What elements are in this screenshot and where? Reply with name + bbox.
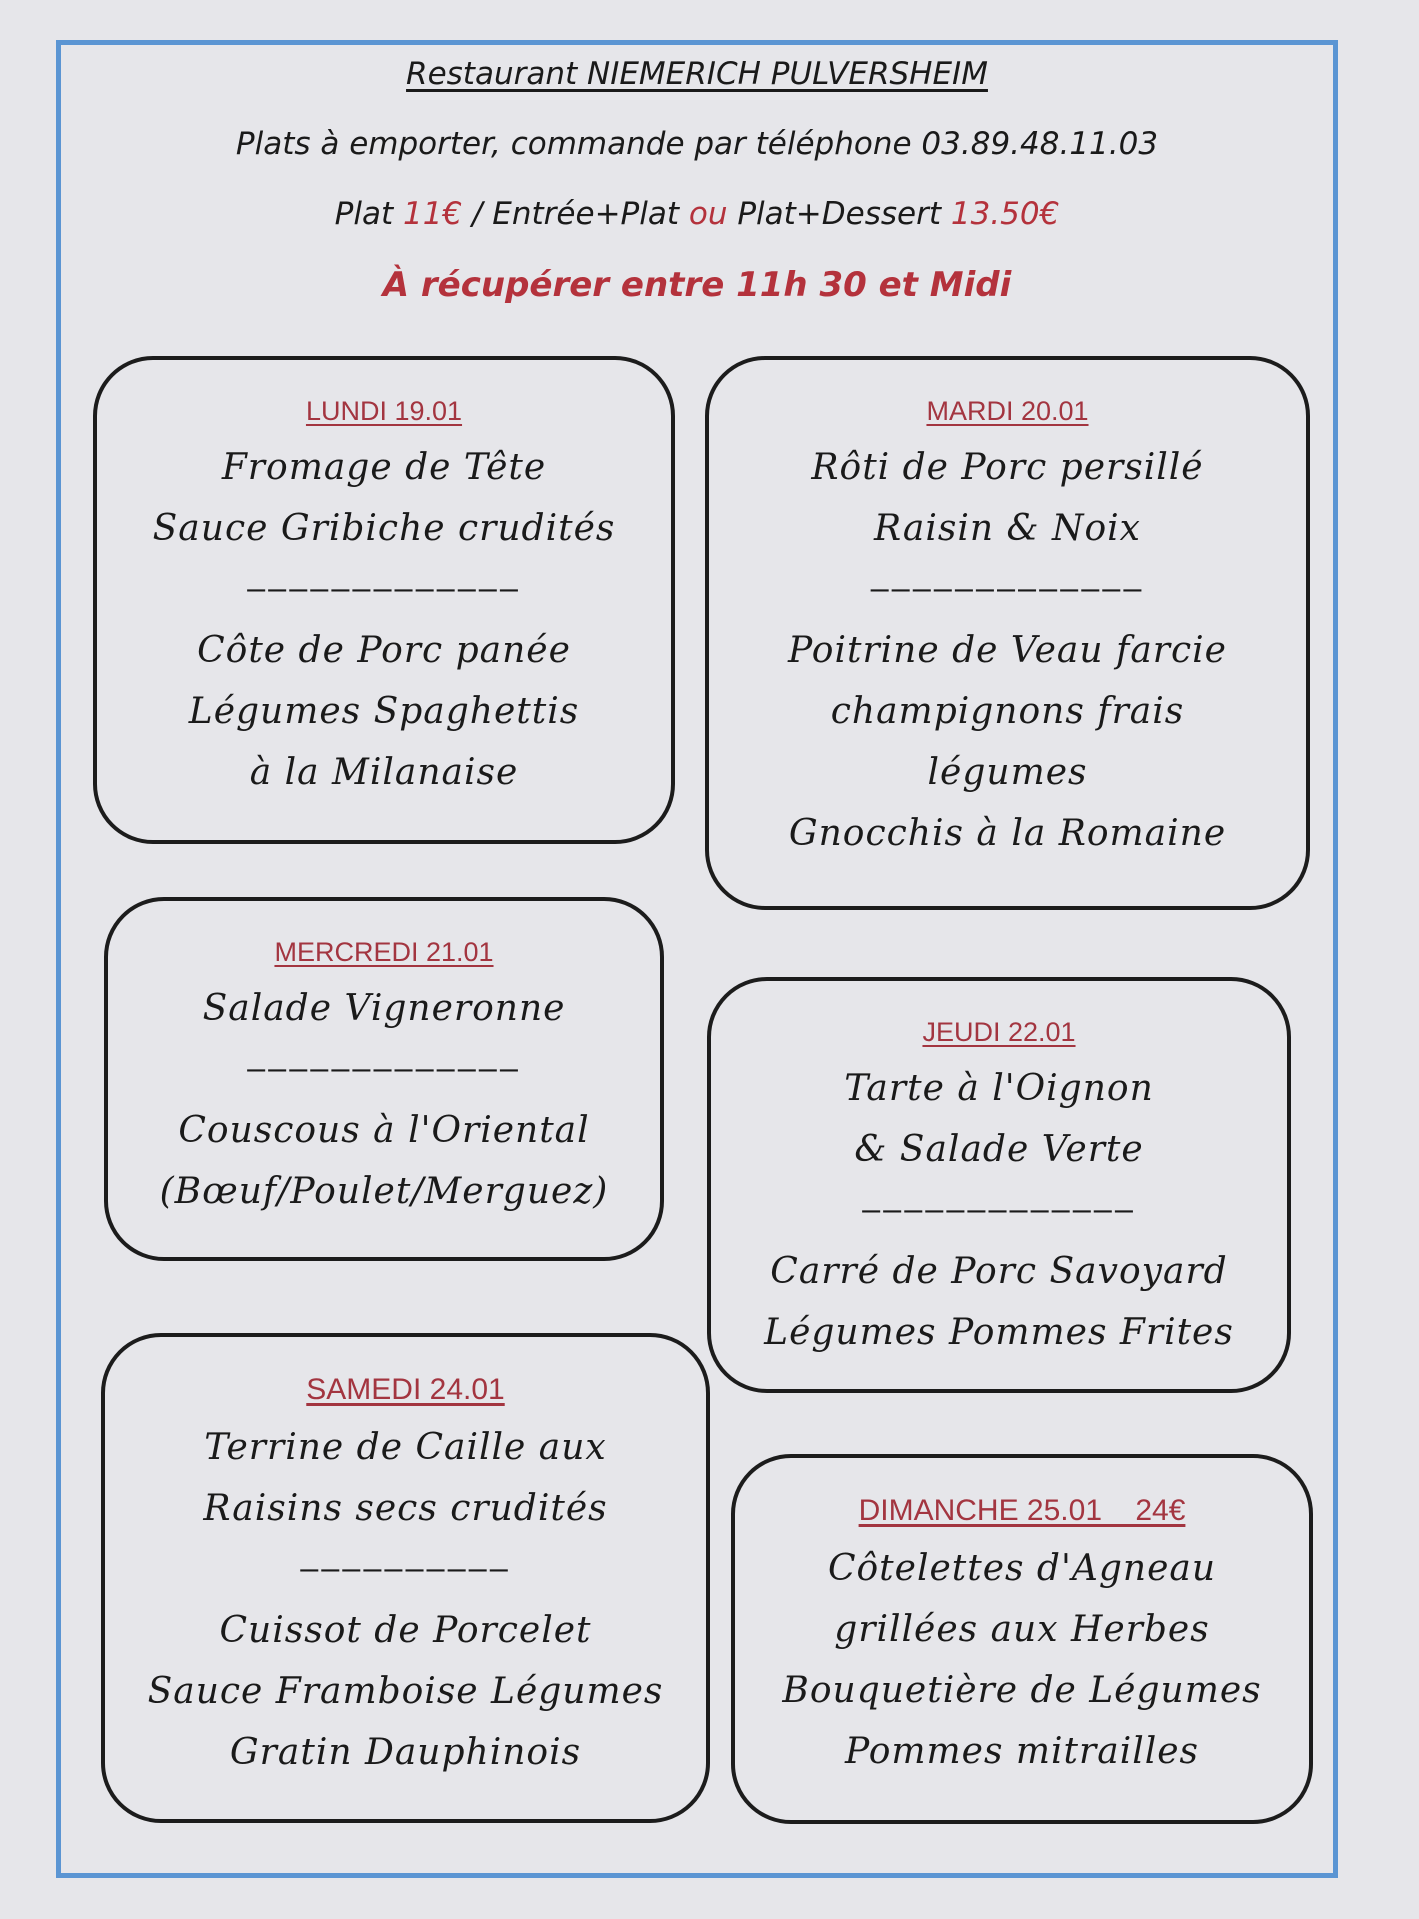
dish-line: grillées aux Herbes bbox=[834, 1609, 1210, 1650]
price-or: ou bbox=[688, 196, 728, 232]
price-combo2-label: Plat+Dessert bbox=[727, 196, 951, 232]
dish-line: Tarte à l'Oignon bbox=[844, 1068, 1154, 1109]
day-label: JEUDI 22.01 bbox=[922, 1017, 1076, 1047]
price-combo: 13.50€ bbox=[950, 196, 1060, 232]
day-label: DIMANCHE 25.01 24€ bbox=[858, 1494, 1186, 1527]
dish-line: Côte de Porc panée bbox=[197, 630, 571, 671]
price-combo-label: / Entrée+Plat bbox=[462, 196, 689, 232]
dish-line: Pommes mitrailles bbox=[844, 1731, 1200, 1772]
separator: ————————————— bbox=[247, 572, 521, 607]
day-box-mardi bbox=[705, 356, 1310, 910]
dish-line: Raisin & Noix bbox=[873, 508, 1141, 549]
day-label: LUNDI 19.01 bbox=[305, 396, 463, 426]
separator: —————————— bbox=[300, 1552, 511, 1587]
dish-line: à la Milanaise bbox=[249, 752, 519, 793]
dish-line: Légumes Spaghettis bbox=[188, 691, 580, 732]
price-plat: 11€ bbox=[402, 196, 463, 232]
dish-line: Sauce Framboise Légumes bbox=[147, 1671, 664, 1712]
dish-line: champignons frais bbox=[830, 691, 1185, 732]
day-box-samedi bbox=[101, 1333, 710, 1823]
day-label: MERCREDI 21.01 bbox=[274, 937, 494, 967]
separator: ————————————— bbox=[247, 1052, 521, 1087]
dish-line: (Bœuf/Poulet/Merguez) bbox=[159, 1171, 609, 1212]
separator: ————————————— bbox=[870, 572, 1145, 607]
dish-line: Sauce Gribiche crudités bbox=[152, 508, 616, 549]
dish-line: Terrine de Caille aux bbox=[204, 1427, 607, 1468]
dish-line: Raisins secs crudités bbox=[203, 1488, 608, 1529]
day-box-dimanche bbox=[731, 1454, 1313, 1824]
dish-line: Rôti de Porc persillé bbox=[811, 447, 1204, 488]
dish-line: légumes bbox=[927, 752, 1088, 793]
dish-line: Poitrine de Veau farcie bbox=[788, 630, 1227, 671]
day-box-jeudi bbox=[707, 977, 1291, 1393]
day-label: SAMEDI 24.01 bbox=[306, 1373, 505, 1406]
dish-line: Côtelettes d'Agneau bbox=[827, 1548, 1217, 1589]
dish-line: Légumes Pommes Frites bbox=[764, 1312, 1234, 1353]
dish-line: & Salade Verte bbox=[854, 1129, 1144, 1170]
price-line bbox=[56, 196, 1338, 232]
day-box-lundi bbox=[93, 356, 675, 844]
dish-line: Gnocchis à la Romaine bbox=[788, 813, 1227, 854]
separator: ————————————— bbox=[862, 1193, 1136, 1228]
dish-line: Cuissot de Porcelet bbox=[219, 1610, 592, 1651]
dish-line: Salade Vigneronne bbox=[202, 988, 566, 1029]
price-plat-label: Plat bbox=[334, 196, 403, 232]
dish-line: Carré de Porc Savoyard bbox=[770, 1251, 1228, 1292]
dish-line: Couscous à l'Oriental bbox=[178, 1110, 590, 1151]
restaurant-title: Restaurant NIEMERICH PULVERSHEIM bbox=[406, 56, 988, 92]
dish-line: Gratin Dauphinois bbox=[229, 1732, 582, 1773]
day-label: MARDI 20.01 bbox=[926, 396, 1089, 426]
takeaway-phone-line: Plats à emporter, commande par téléphone 03.89.48.11.03 bbox=[235, 126, 1159, 162]
pickup-time: À récupérer entre 11h 30 et Midi bbox=[382, 265, 1012, 305]
dish-line: Bouquetière de Légumes bbox=[782, 1670, 1262, 1711]
dish-line: Fromage de Tête bbox=[221, 447, 547, 488]
day-box-mercredi bbox=[104, 897, 664, 1261]
